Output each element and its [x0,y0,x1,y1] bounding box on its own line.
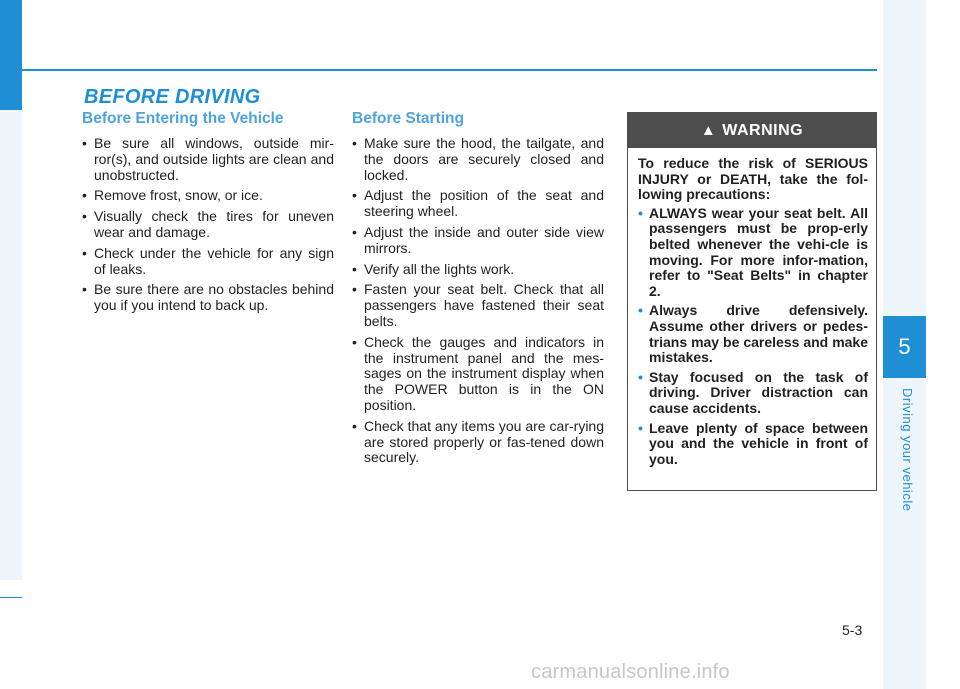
heading-before-entering: Before Entering the Vehicle [82,110,284,127]
warning-item: • Always drive defensively. Assume other drivers or pedes-trians may be careless and make mistakes. [638,303,868,365]
warning-box [627,112,877,491]
page-number: 5-3 [842,622,863,638]
checklist-before-entering [82,136,334,314]
left-accent-bar [0,0,22,110]
list-item: • Check the gauges and indicators in the instrument panel and the mes-sages on the instrument display when the POWER button is in the ON position. [352,335,604,414]
list-item: • Adjust the position of the seat and steering wheel. [352,188,604,220]
left-margin-line [0,597,22,598]
list-item: • Fasten your seat belt. Check that all passengers have fastened their seat belts. [352,282,604,329]
left-margin-strip [0,110,22,580]
column-before-starting [352,110,604,471]
list-item: • Adjust the inside and outer side view mirrors. [352,225,604,257]
column-before-entering [82,110,334,319]
heading-before-starting: Before Starting [352,110,464,127]
warning-intro: To reduce the risk of SERIOUS INJURY or DEATH, take the fol-lowing precautions: [638,155,868,203]
checklist-before-starting [352,136,604,466]
list-item: • Be sure there are no obstacles behind you if you intend to back up. [82,282,334,314]
list-item: • Make sure the hood, the tailgate, and the doors are securely closed and locked. [352,136,604,183]
warning-triangle-icon: ▲ [700,122,717,139]
footer-watermark[interactable]: carmanualsonline.info [531,661,730,683]
warning-item: • Stay focused on the task of driving. Driver distraction can cause accidents. [638,370,868,417]
list-item: • Remove frost, snow, or ice. [82,188,334,204]
section-title: BEFORE DRIVING [84,86,261,108]
header-rule [22,69,877,71]
warning-title: WARNING [722,121,804,139]
list-item: • Verify all the lights work. [352,262,604,278]
list-item: • Check under the vehicle for any sign of leaks. [82,246,334,278]
list-item: • Be sure all windows, outside mir-ror(s), and outside lights are clean and unobstructed. [82,136,334,183]
warning-body [628,148,876,467]
warning-item: • ALWAYS wear your seat belt. All passengers must be prop-erly belted whenever the vehi-cle is moving. For more infor-mation, refer to "Seat Belts" in chapter 2. [638,206,868,300]
warning-header [628,113,876,148]
chapter-number-tab[interactable]: 5 [883,316,926,378]
warning-item: • Leave plenty of space between you and the vehicle in front of you. [638,421,868,468]
chapter-title: Driving your vehicle [900,388,915,512]
list-item: • Visually check the tires for uneven wear and damage. [82,209,334,241]
warning-list [638,206,868,468]
list-item: • Check that any items you are car-rying are stored properly or fas-tened down securely. [352,419,604,466]
